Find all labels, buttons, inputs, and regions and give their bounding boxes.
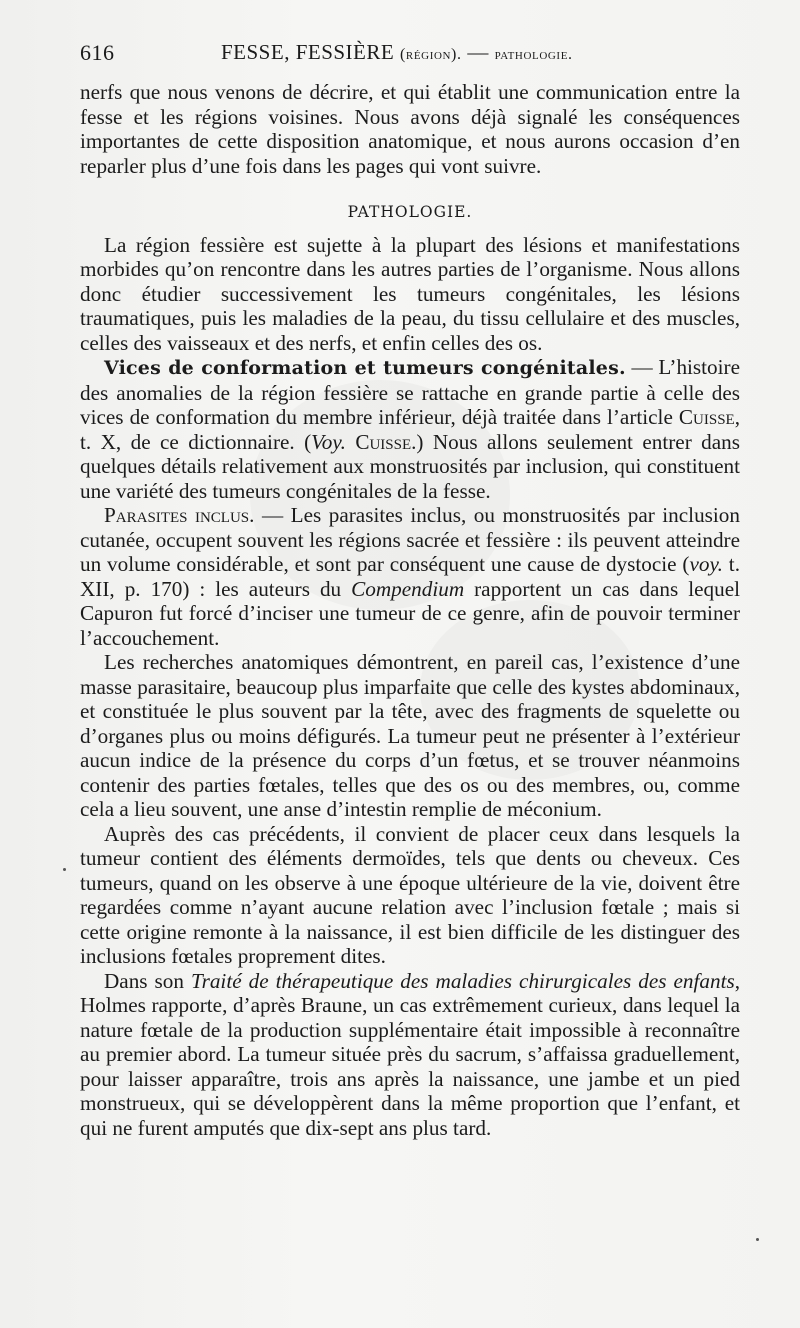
work-title: Traité de thérapeutique des maladies chirurgicales des enfants bbox=[190, 968, 735, 993]
cross-reference: Cuisse bbox=[678, 405, 735, 429]
section-heading: PATHOLOGIE. bbox=[347, 203, 473, 221]
running-title-region: (région). bbox=[399, 46, 462, 63]
paragraph: Les recherches anatomiques démontrent, en pareil cas, l’existence d’une masse parasitaire, beaucoup plus imparfaite que celle des kystes abdominaux, et constituée le plus souvent par la tête, avec des fragments de squelette ou d’organes plus ou moins défigurés. La tumeur peut ne présenter à l’extérieur aucun indice de la présence du corps d’un fœtus, et se trouver néanmoins contenir des parties fœtales, telles que des os ou des membres, ou, comme cela a lieu souvent, une anse d’intestin remplie de méconium. bbox=[80, 650, 740, 821]
subsection-heading: Parasites inclus. bbox=[104, 503, 255, 527]
paragraph: Dans son Traité de thérapeutique des maladies chirurgicales des enfants, Holmes rapporte, d’après Braune, un cas extrêmement curieux, dans lequel la nature fœtale de la production supplémentaire était impossible à reconnaître au premier abord. La tumeur située près du sacrum, s’affaissa graduellement, pour laisser apparaître, trois ans après la naissance, une jambe et un pied monstrueux, qui se développèrent dans la même proportion que l’enfant, et qui ne furent amputés que dix-sept ans plus tard. bbox=[80, 968, 740, 1140]
subsection-heading: Vices de conformation et tumeurs congénitales. bbox=[104, 357, 626, 379]
paragraph-continuation: nerfs que nous venons de décrire, et qui établit une communication entre la fesse et les régions voisines. Nous avons déjà signalé les conséquences importantes de cette disposition anatomique, et nous aurons occasion d’en reparler plus d’une fois dans les pages qui vont suivre. bbox=[80, 80, 740, 178]
page-number: 616 bbox=[80, 40, 115, 65]
running-title-dash: — bbox=[467, 40, 489, 64]
running-title-section: pathologie. bbox=[494, 46, 573, 63]
paragraph: Parasites inclus. — Les parasites inclus, ou monstruosités par inclusion cutanée, occupent souvent les régions sacrée et fessière : ils peuvent atteindre un volume considérable, et sont par conséquent une cause de dystocie (voy. t. XII, p. 170) : les auteurs du Compendium rapportent un cas dans lequel Capuron fut forcé d’inciser une tumeur de ce genre, afin de pouvoir terminer l’accouchement. bbox=[80, 503, 740, 650]
paragraph: Auprès des cas précédents, il convient de placer ceux dans lesquels la tumeur contient des éléments dermoïdes, tels que dents ou cheveux. Ces tumeurs, quand on les observe à une époque ultérieure de la vie, doivent être regardées comme n’ayant aucune relation avec l’inclusion fœtale ; mais si cette origine remonte à la naissance, il est bien difficile de les distinguer des inclusions fœtales proprement dites. bbox=[80, 821, 740, 968]
running-title-main: FESSE, FESSIÈRE bbox=[221, 40, 395, 64]
paragraph: Vices de conformation et tumeurs congénitales. — L’histoire des anomalies de la région fessière se rattache en grande partie à celle des vices de conformation du membre inférieur, déjà traitée dans l’article Cuisse, t. X, de ce dictionnaire. (Voy. Cuisse.) Nous allons seulement entrer dans quelques détails relativement aux monstruosités par inclusion, qui constituent une variété des tumeurs congénitales de la fesse. bbox=[80, 355, 740, 503]
paragraph: La région fessière est sujette à la plupart des lésions et manifestations morbides qu’on rencontre dans les autres parties de l’organisme. Nous allons donc étudier successivement les tumeurs congénitales, les lésions traumatiques, puis les maladies de la peau, du tissu cellulaire et des muscles, celles des vaisseaux et des nerfs, et enfin celles des os. bbox=[80, 232, 740, 355]
cross-reference: Cuisse bbox=[355, 429, 412, 454]
page-speck bbox=[756, 1238, 759, 1241]
work-title: Compendium bbox=[351, 576, 465, 601]
body-text bbox=[80, 80, 740, 1140]
running-header bbox=[80, 40, 740, 70]
running-title bbox=[221, 40, 573, 65]
page-speck bbox=[63, 868, 66, 871]
